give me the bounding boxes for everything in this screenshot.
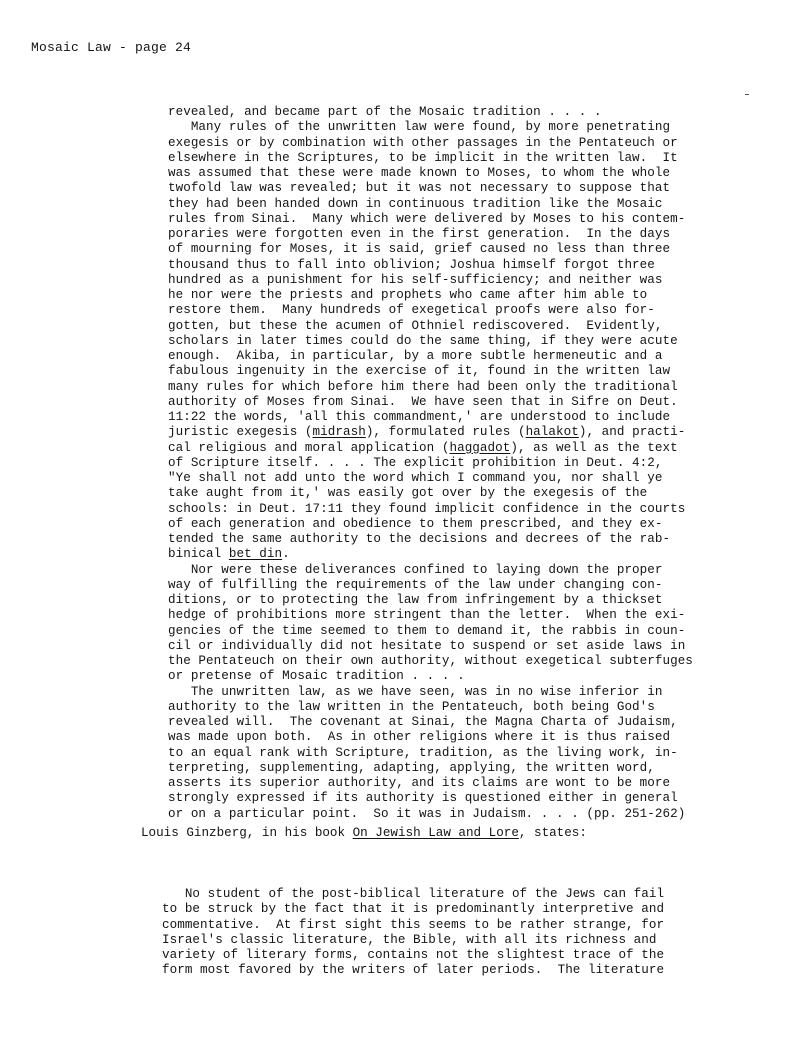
text-line: of each generation and obedience to them prescribed, and they ex- <box>168 516 663 531</box>
text-line: Nor were these deliverances confined to laying down the proper <box>168 562 663 577</box>
text-line: or on a particular point. So it was in Judaism. . . . (pp. 251-262) <box>168 806 686 821</box>
text-line: form most favored by the writers of later periods. The literature <box>162 963 665 978</box>
text-line: elsewhere in the Scriptures, to be implicit in the written law. It <box>168 150 678 165</box>
text-line: exegesis or by combination with other passages in the Pentateuch or <box>168 135 678 150</box>
text-line: of mourning for Moses, it is said, grief caused no less than three <box>168 242 671 257</box>
text-line: commentative. At first sight this seems to be rather strange, for <box>162 917 665 932</box>
text-line: terpreting, supplementing, adapting, applying, the written word, <box>168 760 655 775</box>
text-line: many rules for which before him there had been only the traditional <box>168 379 678 394</box>
block-quote-moore <box>168 105 713 822</box>
text-line: poraries were forgotten even in the first generation. In the days <box>168 227 671 241</box>
text-line: or pretense of Mosaic tradition . . . . <box>168 669 465 684</box>
text-line: binical bet din. <box>168 547 290 562</box>
text-line: revealed will. The covenant at Sinai, the Magna Charta of Judaism, <box>168 715 678 729</box>
text-line: cil or individually did not hesitate to suspend or set aside laws in <box>168 638 686 653</box>
hebrew-term: haggadot <box>449 440 511 455</box>
text-line: to be struck by the fact that it is predominantly interpretive and <box>162 902 665 917</box>
hebrew-term: bet din <box>228 547 283 562</box>
text-line: twofold law was revealed; but it was not necessary to suppose that <box>168 181 671 196</box>
text-line: Many rules of the unwritten law were found, by more penetrating <box>168 120 671 135</box>
text-line: variety of literary forms, contains not the slightest trace of the <box>162 948 665 962</box>
text-line: ditions, or to protecting the law from infringement by a thickset <box>168 593 663 607</box>
stray-mark <box>745 94 749 95</box>
text-line: hundred as a punishment for his self-sufficiency; and neither was <box>168 272 663 287</box>
text-line: asserts its superior authority, and its claims are wont to be more <box>168 776 671 790</box>
text-line: take aught from it,' was easily got over by the exegesis of the <box>168 486 648 501</box>
text-line: strongly expressed if its authority is questioned either in general <box>168 791 678 806</box>
text-line: of Scripture itself. . . . The explicit prohibition in Deut. 4:2, <box>168 455 663 470</box>
text-line: No student of the post-biblical literature of the Jews can fail <box>162 887 665 901</box>
text-line: thousand thus to fall into oblivion; Joshua himself forgot three <box>168 257 655 272</box>
text-line: The unwritten law, as we have seen, was in no wise inferior in <box>168 684 663 699</box>
text-line: authority to the law written in the Pentateuch, both being God's <box>168 699 655 714</box>
text-line: they had been handed down in continuous tradition like the Mosaic <box>168 196 663 211</box>
text-line: gencies of the time seemed to them to demand it, the rabbis in coun- <box>168 623 686 638</box>
text-line: 11:22 the words, 'all this commandment,' are understood to include <box>168 410 671 424</box>
text-line: was made upon both. As in other religions where it is thus raised <box>168 730 671 745</box>
text-line: rules from Sinai. Many which were delivered by Moses to his contem- <box>168 211 686 226</box>
text-line: gotten, but these the acumen of Othniel rediscovered. Evidently, <box>168 318 663 333</box>
text-line: the Pentateuch on their own authority, without exegetical subterfuges <box>168 654 693 668</box>
intro-text-after: , states: <box>518 826 587 840</box>
intro-paragraph <box>141 826 587 841</box>
text-line: tended the same authority to the decisions and decrees of the rab- <box>168 532 671 546</box>
text-line: way of fulfilling the requirements of the law under changing con- <box>168 577 663 592</box>
text-line: hedge of prohibitions more stringent than the letter. When the exi- <box>168 608 686 623</box>
text-line: enough. Akiba, in particular, by a more subtle hermeneutic and a <box>168 349 663 363</box>
text-line: juristic exegesis (midrash), formulated rules (halakot), and practi- <box>168 425 686 440</box>
hebrew-term: halakot <box>525 425 579 440</box>
text-line: schools: in Deut. 17:11 they found implicit confidence in the courts <box>168 501 686 516</box>
text-line: Israel's classic literature, the Bible, with all its richness and <box>162 932 657 947</box>
text-line: cal religious and moral application (haggadot), as well as the text <box>168 440 678 455</box>
text-line: "Ye shall not add unto the word which I command you, nor shall ye <box>168 471 663 485</box>
text-line: authority of Moses from Sinai. We have seen that in Sifre on Deut. <box>168 394 678 409</box>
intro-text-before: Louis Ginzberg, in his book <box>141 826 353 840</box>
text-line: revealed, and became part of the Mosaic tradition . . . . <box>168 105 602 119</box>
text-line: to an equal rank with Scripture, tradition, as the living work, in- <box>168 745 678 760</box>
text-line: was assumed that these were made known to Moses, to whom the whole <box>168 166 671 180</box>
text-line: he nor were the priests and prophets who came after him able to <box>168 288 648 302</box>
block-quote-ginzberg <box>162 887 722 979</box>
running-header: Mosaic Law - page 24 <box>31 40 192 55</box>
text-line: restore them. Many hundreds of exegetical proofs were also for- <box>168 303 655 318</box>
hebrew-term: midrash <box>312 425 366 440</box>
text-line: fabulous ingenuity in the exercise of it, found in the written law <box>168 364 671 379</box>
book-title: On Jewish Law and Lore <box>352 826 519 840</box>
text-line: scholars in later times could do the same thing, if they were acute <box>168 333 678 348</box>
